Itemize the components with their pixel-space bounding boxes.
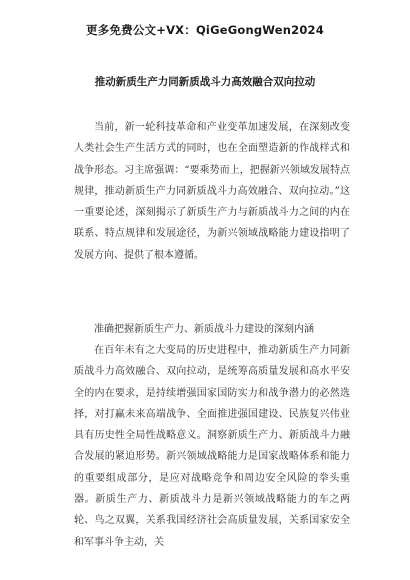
body-paragraph: 当前，新一轮科技革命和产业变革加速发展，在深刻改变人类社会生产生活方式的同时，也在全面塑造新的作战样式和战争形态。习主席强调：“要乘势而上，把握新兴领域发展特点规律，推动新质生产力同新质战斗力高效融合、双向拉动。”这一重要论述，深刻揭示了新质生产力与新质战斗力之间的内在联系、特点规律和发展途径，为新兴领域战略能力建设指明了发展方向、提供了根本遵循。: [74, 122, 350, 261]
document-title: 推动新质生产力同新质战斗力高效融合双向拉动: [94, 76, 316, 88]
section-heading: 准确把握新质生产力、新质战斗力建设的深刻内涵: [94, 324, 314, 335]
promo-header: 更多免费公文+VX：QiGeGongWen2024: [86, 23, 324, 37]
body-paragraph: 在百年未有之大变局的历史进程中，推动新质生产力同新质战斗力高效融合、双向拉动，是统筹高质量发展和高水平安全的内在要求，是持续增强国家国防实力和战争潜力的必然选择，对打赢未来高端战争、全面推进强国建设、民族复兴伟业具有历史性全局性战略意义。洞察新质生产力、新质战斗力融合发展的紧迫形势。新兴领域战略能力是国家战略体系和能力的重要组成部分，是应对战略竞争和周边安全风险的拳头重器。新质生产力、新质战斗力是新兴领域战略能力的车之两轮、鸟之双翼，关系我国经济社会高质量发展，关系国家安全和军事斗争主动，关: [74, 345, 350, 548]
